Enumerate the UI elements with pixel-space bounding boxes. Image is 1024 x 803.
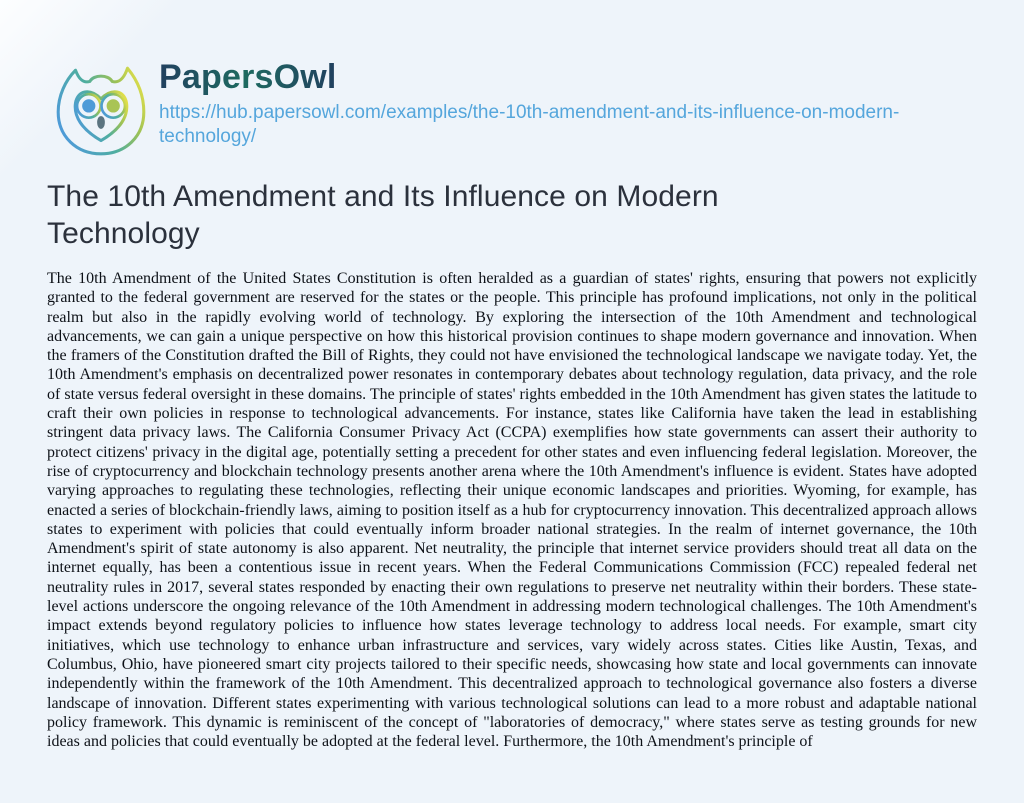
article-url-link[interactable]: https://hub.papersowl.com/examples/the-10th-amendment-and-its-influence-on-modern-technology/ <box>159 102 900 148</box>
article-title: The 10th Amendment and Its Influence on Modern Technology <box>47 180 719 250</box>
header-text <box>155 57 941 149</box>
papersowl-owl-logo-icon <box>47 57 155 163</box>
brand-name: PapersOwl <box>159 58 337 96</box>
header <box>47 57 977 163</box>
article-body: The 10th Amendment of the United States Constitution is often heralded as a guardian of states' rights, ensuring that powers not explicitly granted to the federal government are reserved for the states or the people. This principle has profound implications, not only in the political realm but also in the rapidly evolving world of technology. By exploring the intersection of the 10th Amendment and technological advancements, we can gain a unique perspective on how this historical provision continues to shape modern governance and innovation. When the framers of the Constitution drafted the Bill of Rights, they could not have envisioned the technological landscape we navigate today. Yet, the 10th Amendment's emphasis on decentralized power resonates in contemporary debates about technology regulation, data privacy, and the role of state versus federal oversight in these domains. The principle of states' rights embedded in the 10th Amendment has given states the latitude to craft their own policies in response to technological advancements. For instance, states like California have taken the lead in establishing stringent data privacy laws. The California Consumer Privacy Act (CCPA) exemplifies how state governments can assert their authority to protect citizens' privacy in the digital age, potentially setting a precedent for other states and even influencing federal legislation. Moreover, the rise of cryptocurrency and blockchain technology presents another arena where the 10th Amendment's influence is evident. States have adopted varying approaches to regulating these technologies, reflecting their unique economic landscapes and priorities. Wyoming, for example, has enacted a series of blockchain-friendly laws, aiming to position itself as a hub for cryptocurrency innovation. This decentralized approach allows states to experiment with policies that could eventually inform broader national strategies. In the realm of internet governance, the 10th Amendment's spirit of state autonomy is also apparent. Net neutrality, the principle that internet service providers should treat all data on the internet equally, has been a contentious issue in recent years. When the Federal Communications Commission (FCC) repealed federal net neutrality rules in 2017, several states responded by enacting their own regulations to preserve net neutrality within their borders. These state-level actions underscore the ongoing relevance of the 10th Amendment in addressing modern technological challenges. The 10th Amendment's impact extends beyond regulatory policies to influence how states leverage technology to address local needs. For example, smart city initiatives, which use technology to enhance urban infrastructure and services, vary widely across states. Cities like Austin, Texas, and Columbus, Ohio, have pioneered smart city projects tailored to their specific needs, showcasing how state and local governments can innovate independently within the framework of the 10th Amendment. This decentralized approach to technological governance also fosters a diverse landscape of innovation. Different states experimenting with various technological solutions can lead to a more robust and adaptable national policy framework. This dynamic is reminiscent of the concept of "laboratories of democracy," where states serve as testing grounds for new ideas and policies that could eventually be adopted at the federal level. Furthermore, the 10th Amendment's principle of <box>47 270 977 751</box>
